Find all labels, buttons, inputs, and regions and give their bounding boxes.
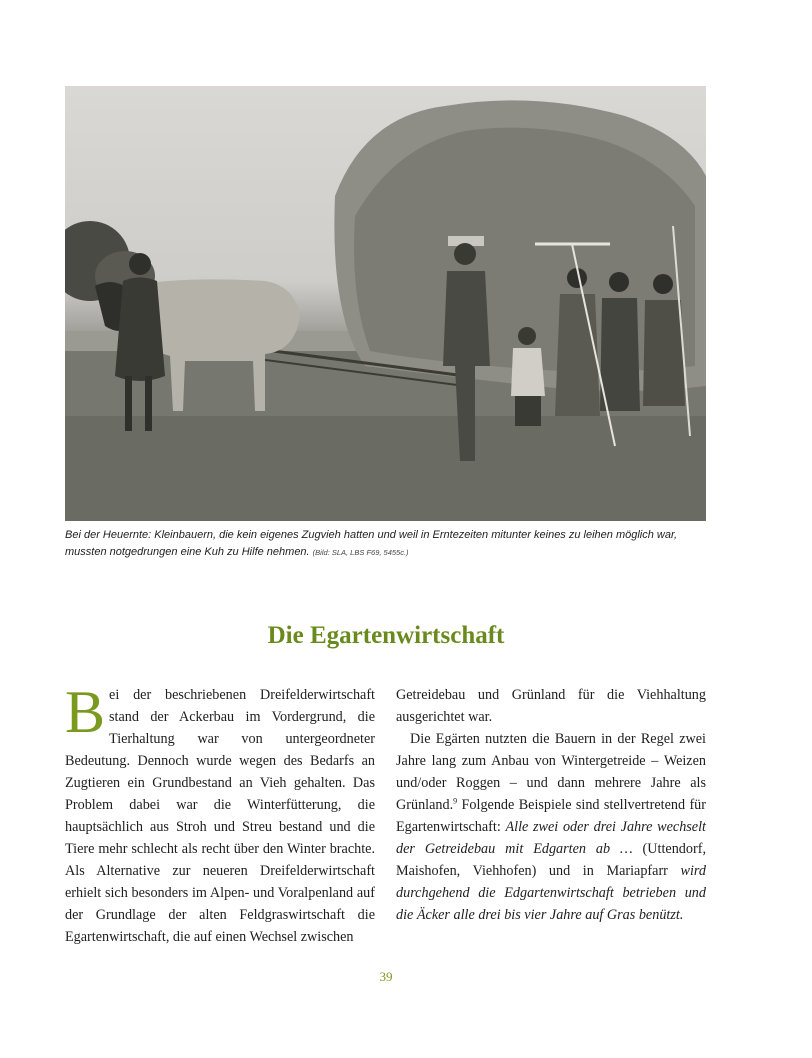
footnote-marker: 9 [453,796,458,806]
right-paragraph-2 [396,728,706,926]
right-paragraph-1: Getreidebau und Grünland für die Viehhaltung ausgerichtet war. [396,687,706,725]
section-heading: Die Egartenwirtschaft [267,622,505,649]
photo-caption [65,527,710,561]
drop-cap: B [65,679,106,745]
hay-harvest-photo [65,86,706,521]
page-number: 39 [379,969,393,984]
quote-1: Alle zwei oder drei Jahre wechselt der Getreidebau mit Edgarten ab … [396,819,706,857]
left-column [65,679,375,948]
right-paragraph-2-text-b: Folgende Beispiele sind stellvertretend für Egartenwirtschaft: [396,797,706,835]
right-paragraph-2-text-c: (Uttendorf, Maishofen, Viehhofen) und in Mariapfarr [396,841,706,879]
photo-hay-harvest-icon [65,86,706,521]
caption-credit: (Bild: SLA, LBS F69, 5455c.) [312,548,409,557]
caption-text: Bei der Heuernte: Kleinbauern, die kein eigenes Zugvieh hatten und weil in Erntezeiten mitunter keines zu leihen möglich war, mussten notgedrungen eine Kuh zu Hilfe nehmen. [65,529,678,558]
left-paragraph-text: ei der beschriebenen Dreifelderwirtschaft stand der Ackerbau im Vordergrund, die Tierhaltung war von untergeordneter Bedeutung. Dennoch wurde wegen des Bedarfs an Zugtieren ein Grundbestand an Vieh gehalten. Das Problem dabei war die Winterfütterung, die hauptsächlich aus Stroh und Streu bestand und die Tiere mehr schlecht als recht über den Winter brachte. Als Alternative zur neueren Dreifelderwirtschaft erhielt sich besonders im Alpen- und Voralpenland auf der Grundlage der alten Feldgraswirtschaft die Egartenwirtschaft, die auf einen Wechsel zwischen [65,687,375,945]
left-paragraph [65,679,375,948]
right-column [396,684,706,926]
quote-2: wird durchgehend die Edgartenwirtschaft betrieben und die Äcker alle drei bis vier Jahre auf Gras benützt. [396,863,706,923]
right-paragraph-2-text-a: Die Egärten nutzten die Bauern in der Regel zwei Jahre lang zum Anbau von Wintergetreide – Weizen und/oder Roggen – und dann mehrere Jahre als Grünland. [396,731,706,813]
